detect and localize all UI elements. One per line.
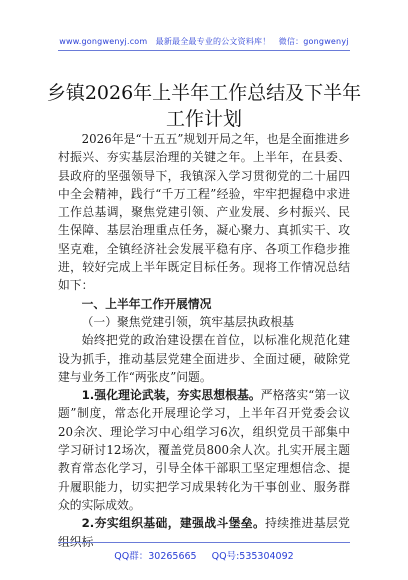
item-2-text: 持续推进基层党组织标 [58,516,350,549]
header-slogan: 最新最全最专业的公文资料库！ [155,37,271,46]
footer-divider [58,542,350,543]
document-body [58,130,350,551]
section-heading: 一、上半年工作开展情况 [81,296,212,311]
item-2-paragraph [58,514,350,551]
document-title: 乡镇2026年上半年工作总结及下半年工作计划 [46,82,362,130]
item-1-paragraph [58,386,350,514]
item-1-text: 严格落实“第一议题”制度，常态化开展理论学习，上半年召开党委会议20余次、理论学习中心组学习6次，组织党员干部集中学习研讨12场次，覆盖党员800余人次。扎实开展主题教育常态化学习，引导全体干部职工坚定理想信念、提升履职能力，切实把学习成果转化为干事创业、服务群众的实际成效。 [58,388,350,512]
footer-qq-group: QQ群：30265665 [114,551,197,562]
page-header [0,36,408,47]
subsection-paragraph: 始终把党的政治建设摆在首位，以标准化规范化建设为抓手，推动基层党建全面进步、全面过硬，破除党建与业务工作“两张皮”问题。 [58,333,350,384]
item-2-heading: 2.夯实组织基础，建强战斗堡垒。 [81,516,266,531]
footer-qq: QQ号:535304092 [211,551,294,562]
header-website[interactable]: www.gongwenyj.com [59,37,148,46]
item-1-heading: 1.强化理论武装，夯实思想根基。 [81,388,261,403]
page-footer [0,548,408,562]
intro-paragraph: 2026年是“十五五”规划开局之年，也是全面推进乡村振兴、夯实基层治理的关键之年。上半年，在县委、县政府的坚强领导下，我镇深入学习贯彻党的二十届四中全会精神，践行“千万工程”经验，牢牢把握稳中求进工作总基调，聚焦党建引领、产业发展、乡村振兴、民生保障、基层治理重点任务，凝心聚力、真抓实干、攻坚克难，全镇经济社会发展平稳有序、各项工作稳步推进，较好完成上半年既定目标任务。现将工作情况总结如下： [58,132,350,293]
header-divider [58,50,350,51]
subsection-heading: （一）聚焦党建引领，筑牢基层执政根基 [81,314,294,329]
header-wechat: 微信：gongwenyj [278,37,349,46]
